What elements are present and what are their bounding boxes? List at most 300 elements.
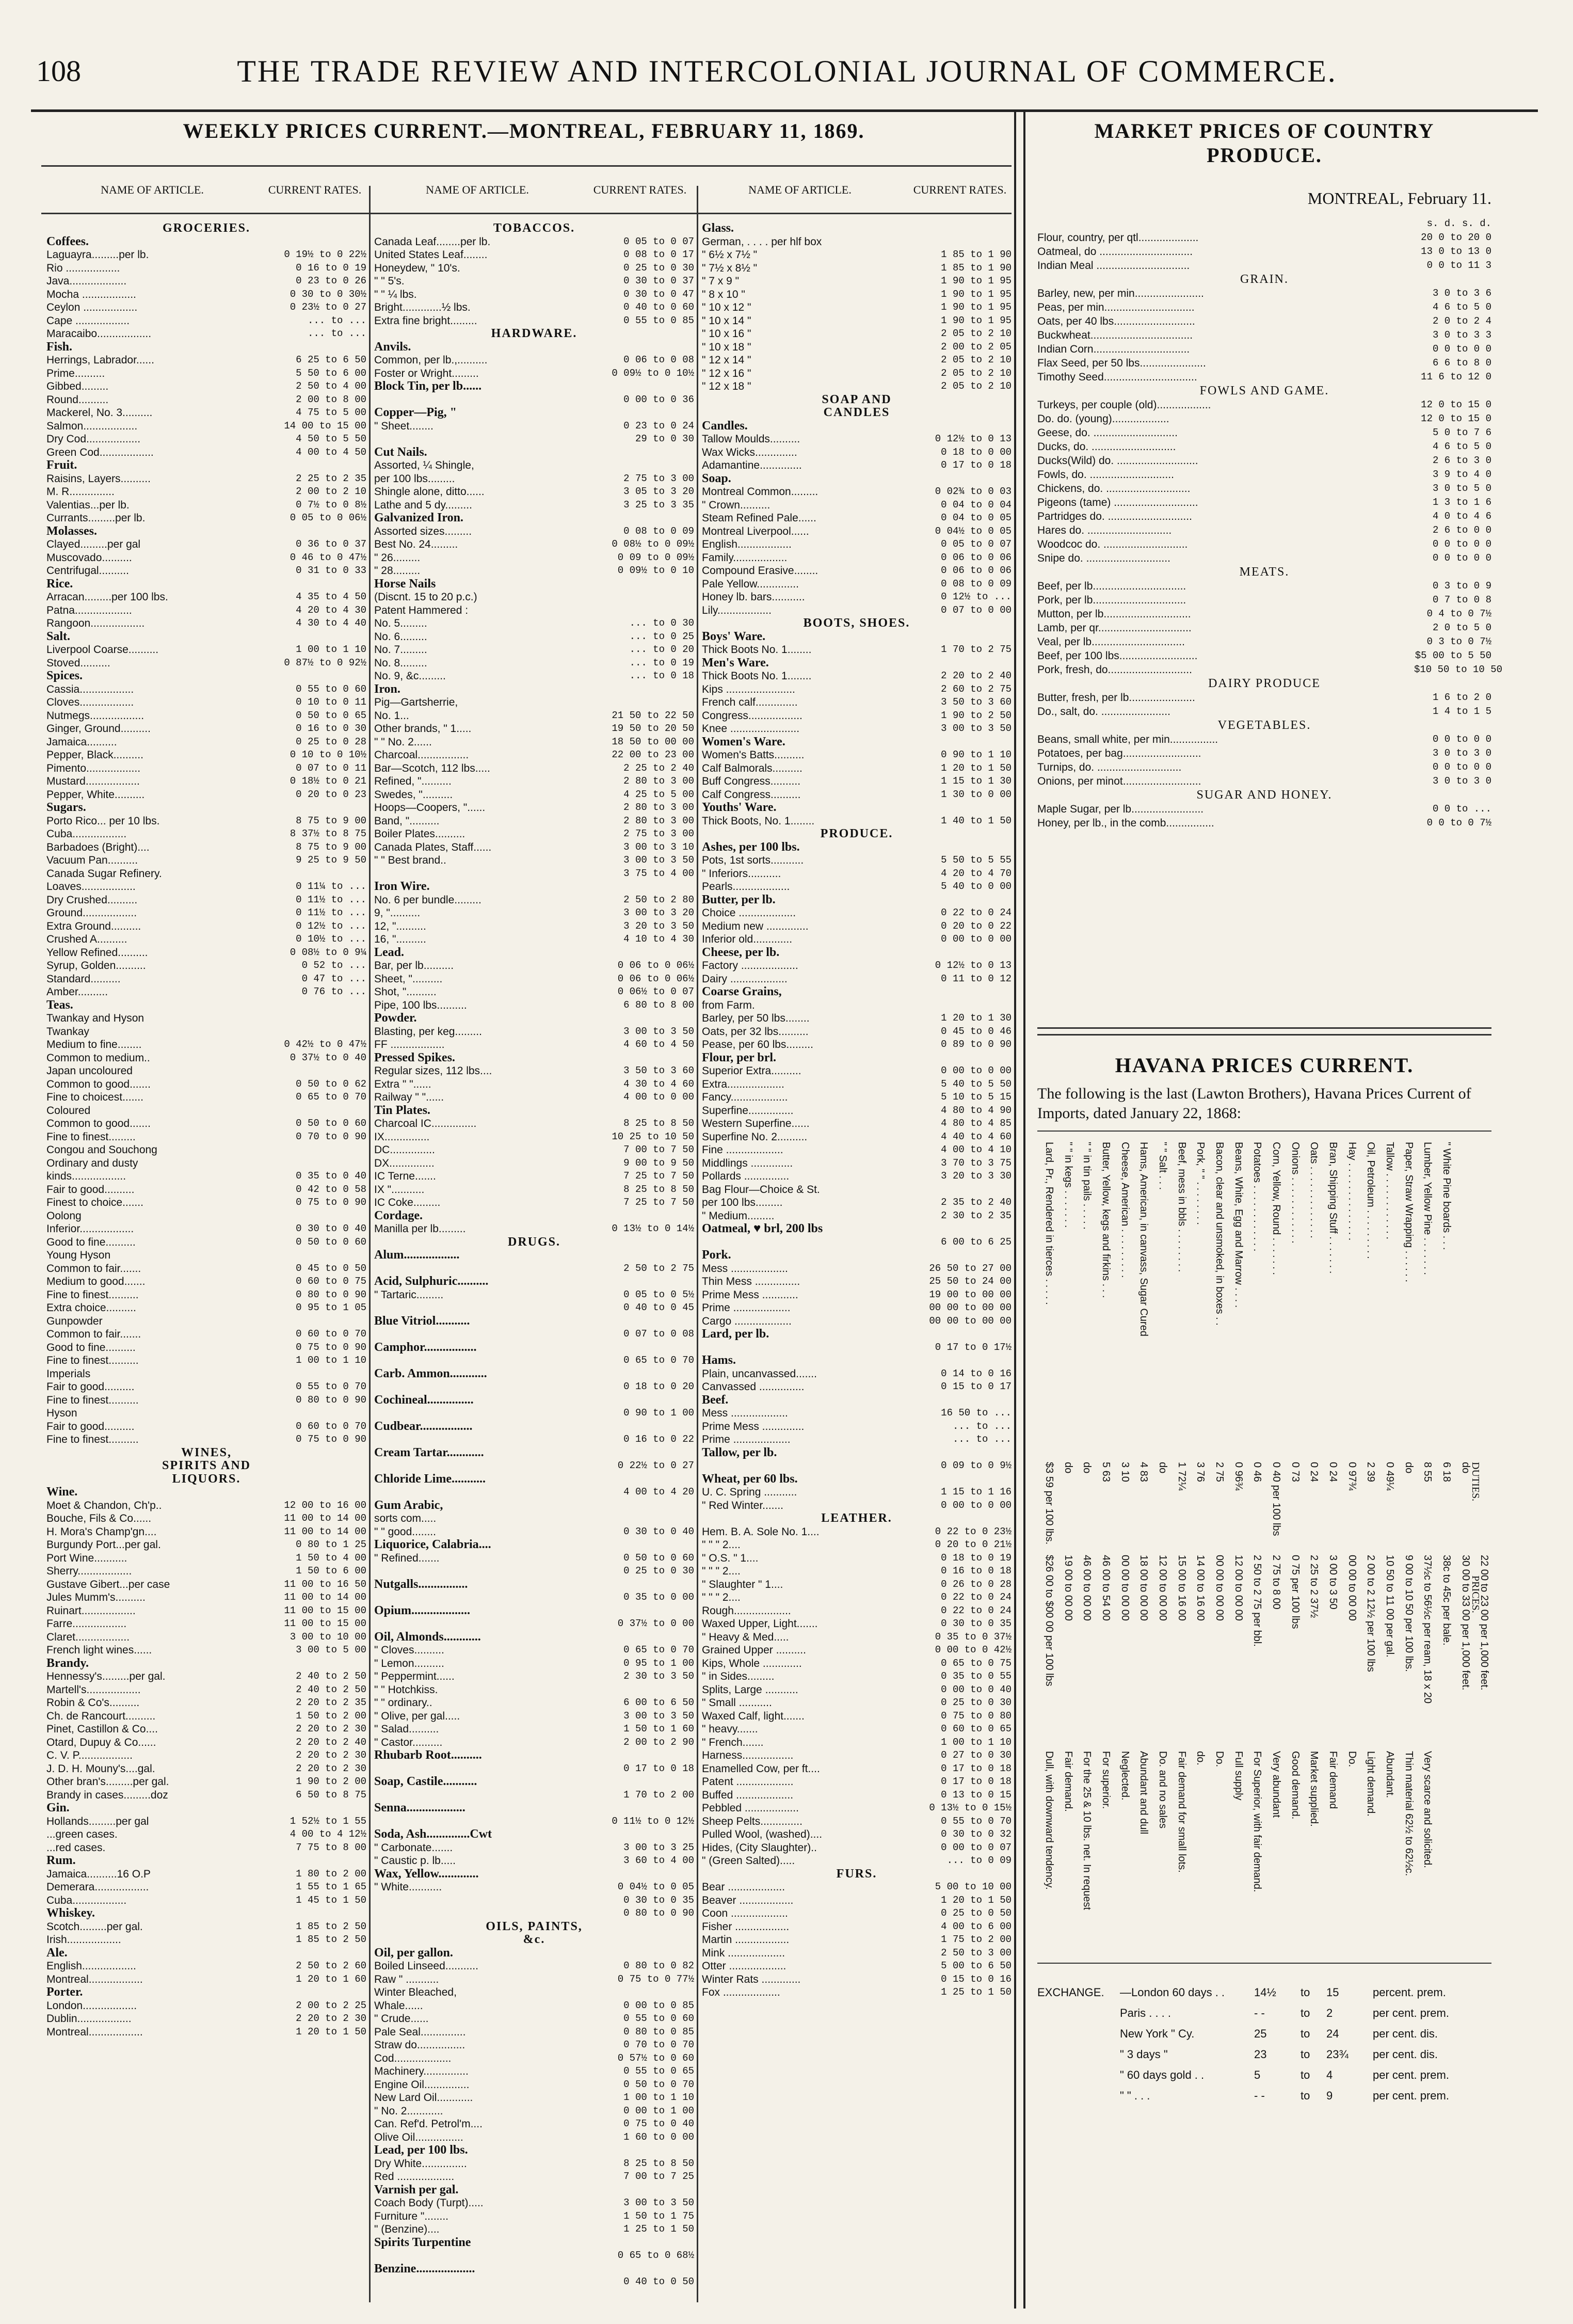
- col-head-name-2: NAME OF ARTICLE.: [426, 183, 529, 196]
- current-rate: 0 76 to ...: [301, 986, 366, 997]
- havana-remark: Abundant and dull: [1138, 1751, 1150, 1835]
- current-rate: 0 00 to 0 00: [941, 933, 1012, 945]
- current-rate: ... to ...: [307, 314, 366, 326]
- article-name: kinds..................: [46, 1170, 126, 1182]
- price-row: [702, 1275, 1012, 1288]
- current-rate: 0 11½ to ...: [296, 894, 366, 905]
- article-name: Fair to good..........: [46, 1183, 135, 1196]
- price-row: [374, 433, 694, 446]
- current-rate: 10 25 to 10 50: [612, 1131, 694, 1142]
- article-name: " Medium.........: [702, 1209, 775, 1222]
- current-rate: 0 22 to 0 23½: [935, 1525, 1012, 1537]
- price-row: [374, 1683, 694, 1697]
- article-name: Dairy ...................: [702, 973, 788, 985]
- current-rate: 0 00 to 0 00: [941, 1499, 1012, 1511]
- article-name: SPIRITS AND: [162, 1459, 251, 1472]
- current-rate: 0 06½ to 0 07: [617, 986, 694, 997]
- exchange-row: [1037, 2024, 1491, 2044]
- price-row: [46, 1565, 366, 1578]
- havana-price: 19 00 to 00 00: [1062, 1555, 1074, 1621]
- price-row: [374, 1183, 694, 1197]
- current-rate: 5 40 to 0 00: [941, 881, 1012, 892]
- article-name: Laguayra.........per lb.: [46, 249, 149, 261]
- current-rate: 0 65 to 0 70: [623, 1644, 694, 1656]
- article-name: Porto Rico... per 10 lbs.: [46, 815, 160, 827]
- produce-name: Flax Seed, per 50 lbs......................: [1037, 357, 1206, 369]
- price-row: [46, 1644, 366, 1657]
- current-rate: 0 13½ to 0 15½: [929, 1802, 1012, 1813]
- current-rate: 7 25 to 7 50: [623, 1197, 694, 1208]
- market-row: [1037, 816, 1491, 830]
- current-rate: 0 12½ to 0 13: [935, 960, 1012, 971]
- article-name: Pinet, Castillon & Co....: [46, 1723, 158, 1735]
- article-name: FURS.: [836, 1867, 877, 1881]
- price-row: [374, 1736, 694, 1749]
- section-heading: [46, 1907, 366, 1920]
- market-row: [1037, 579, 1491, 593]
- current-rate: 2 50 to 2 60: [296, 1960, 366, 1971]
- price-row: [374, 696, 694, 709]
- article-name: Hides, (City Slaughter)..: [702, 1841, 817, 1854]
- current-rate: 0 27 to 0 30: [941, 1749, 1012, 1761]
- havana-article: Potatoes . . . . . . . . . . . .: [1251, 1142, 1263, 1252]
- article-name: Round..........: [46, 393, 109, 406]
- havana-price: 12 00 to 00 00: [1157, 1555, 1168, 1621]
- price-row: [46, 275, 366, 288]
- current-rate: 4 75 to 5 00: [296, 407, 366, 418]
- article-name: Chloride Lime...........: [374, 1472, 486, 1486]
- current-rate: 0 95 to 1 05: [296, 1302, 366, 1313]
- price-row: [46, 1591, 366, 1604]
- section-heading: [374, 1341, 694, 1355]
- current-rate: 0 60 to 0 65: [941, 1723, 1012, 1734]
- article-name: Loaves..................: [46, 881, 136, 893]
- price-row: [46, 1131, 366, 1144]
- current-rate: 0 08 to 0 17: [623, 249, 694, 260]
- price-row: [46, 841, 366, 854]
- article-name: " " ordinary..: [374, 1697, 432, 1709]
- section-heading: [374, 380, 694, 393]
- produce-price: 0 0 to 11 3: [1426, 260, 1491, 271]
- price-row: [374, 1881, 694, 1894]
- article-name: Prime..........: [46, 367, 105, 379]
- article-name: Vacuum Pan..........: [46, 854, 138, 866]
- article-name: [374, 1328, 588, 1341]
- current-rate: 1 00 to 1 10: [941, 1736, 1012, 1748]
- article-name: " Peppermint......: [374, 1670, 455, 1682]
- market-row: [1037, 649, 1491, 663]
- havana-price: 2 25 to 2 37½: [1308, 1555, 1320, 1618]
- article-name: Brandy in cases.........doz: [46, 1789, 168, 1801]
- price-row: [374, 1999, 694, 2013]
- price-row: [46, 894, 366, 907]
- market-row: [1037, 774, 1491, 788]
- price-row: [374, 1986, 694, 1999]
- current-rate: 8 75 to 9 00: [296, 815, 366, 826]
- havana-duty: 8 55: [1422, 1462, 1434, 1482]
- article-name: Canada Leaf........per lb.: [374, 235, 491, 248]
- havana-remark: Dull, with downward tendency.: [1044, 1751, 1055, 1890]
- exchange-label: EXCHANGE.: [1037, 1986, 1104, 1999]
- produce-price: 0 0 to ...: [1432, 803, 1491, 815]
- article-name: Arracan.........per 100 lbs.: [46, 591, 168, 603]
- section-heading: [702, 841, 1012, 854]
- price-row: [702, 1591, 1012, 1604]
- current-rate: 26 50 to 27 00: [929, 1262, 1012, 1274]
- market-section-heading: [1037, 677, 1491, 691]
- article-name: Medium new ..............: [702, 920, 809, 932]
- article-name: Prime ...................: [702, 1434, 791, 1445]
- article-name: TOBACCOS.: [493, 222, 575, 235]
- produce-name: FOWLS AND GAME.: [1199, 384, 1329, 397]
- article-name: Finest to choice.......: [46, 1197, 143, 1208]
- havana-remark: For superior.: [1100, 1751, 1112, 1809]
- current-rate: 0 06 to 0 06: [941, 565, 1012, 576]
- current-rate: 0 65 to 0 68½: [617, 2250, 694, 2261]
- price-row: [46, 867, 366, 881]
- article-name: Waxed Upper, Light.......: [702, 1618, 818, 1630]
- price-row: [702, 1710, 1012, 1723]
- produce-price: 0 3 to 0 7½: [1426, 636, 1491, 647]
- current-rate: 1 25 to 1 50: [623, 2223, 694, 2235]
- section-heading: [702, 1354, 1012, 1367]
- section-heading: [702, 1249, 1012, 1262]
- produce-price: 0 4 to 0 7½: [1426, 608, 1491, 619]
- produce-name: Peas, per min..............................: [1037, 301, 1195, 313]
- current-rate: 0 17 to 0 18: [941, 459, 1012, 471]
- produce-name: Flour, country, per qtl....................: [1037, 232, 1199, 244]
- current-rate: 1 85 to 2 50: [296, 1934, 366, 1945]
- article-name: Fine ...................: [702, 1144, 783, 1156]
- article-name: " " good........: [374, 1525, 436, 1538]
- current-rate: 0 19½ to 0 22½: [284, 249, 366, 260]
- current-rate: 0 25 to 0 50: [941, 1907, 1012, 1919]
- article-name: Candles.: [702, 419, 748, 433]
- article-name: Thick Boots No. 1........: [702, 670, 812, 682]
- price-row: [702, 485, 1012, 499]
- article-name: " 10 x 12 ": [702, 301, 751, 313]
- price-row: [702, 1960, 1012, 1973]
- price-row: [374, 1025, 694, 1039]
- article-name: Ceylon ..................: [46, 301, 138, 313]
- section-heading: [702, 946, 1012, 960]
- section-heading: [702, 1052, 1012, 1065]
- article-name: [374, 1815, 588, 1828]
- current-rate: 2 05 to 2 10: [941, 380, 1012, 392]
- article-name: Dry Cod..................: [46, 433, 141, 445]
- price-row: [374, 643, 694, 657]
- market-row: [1037, 802, 1491, 816]
- article-name: Prime ...................: [702, 1302, 791, 1314]
- havana-row: [1326, 1132, 1340, 1957]
- havana-price: 00 00 to 00 00: [1346, 1555, 1358, 1621]
- produce-price: 3 0 to 3 3: [1432, 329, 1491, 341]
- section-heading: [374, 1868, 694, 1881]
- price-row: [374, 2118, 694, 2131]
- price-row: [702, 1301, 1012, 1315]
- article-name: Cod...................: [374, 2052, 452, 2064]
- article-name: Wax, Yellow.............: [374, 1867, 479, 1881]
- price-row: [374, 1078, 694, 1091]
- price-row: [374, 525, 694, 538]
- article-name: Sheep Pelts..............: [702, 1815, 802, 1827]
- produce-name: Beans, small white, per min................: [1037, 734, 1218, 745]
- price-row: [702, 1209, 1012, 1223]
- havana-article: Lumber, Yellow Pine . . . . . . .: [1422, 1142, 1434, 1275]
- article-name: Irish..................: [46, 1934, 121, 1946]
- current-rate: 3 75 to 4 00: [623, 867, 694, 879]
- price-row: [374, 1591, 694, 1604]
- section-heading: [374, 1631, 694, 1644]
- article-name: DX...............: [374, 1157, 435, 1169]
- current-rate: 0 13½ to 0 14½: [612, 1223, 694, 1234]
- havana-price: 38c to 45c per bale.: [1441, 1555, 1452, 1646]
- current-rate: 0 47 to ...: [301, 973, 366, 984]
- article-name: Rice.: [46, 577, 73, 591]
- price-row: [46, 1209, 366, 1223]
- article-name: Nutgalls................: [374, 1578, 468, 1591]
- price-row: [702, 1499, 1012, 1513]
- price-row: [46, 1868, 366, 1881]
- exchange-from: 23: [1254, 2048, 1267, 2061]
- article-name: Coon ...................: [702, 1907, 788, 1919]
- current-rate: 25 50 to 24 00: [929, 1276, 1012, 1287]
- price-row: [46, 1380, 366, 1394]
- price-row: [702, 1617, 1012, 1631]
- exchange-upper: 24: [1326, 2027, 1339, 2040]
- article-name: 12, "..........: [374, 920, 426, 932]
- article-name: Mackerel, No. 3..........: [46, 407, 153, 419]
- current-rate: 0 75 to 0 90: [296, 1434, 366, 1445]
- produce-name: VEGETABLES.: [1217, 719, 1311, 732]
- price-row: [702, 722, 1012, 736]
- current-rate: 4 10 to 4 30: [623, 933, 694, 945]
- article-name: Fancy...................: [702, 1091, 788, 1103]
- price-row: [46, 1104, 366, 1118]
- havana-row: [1099, 1132, 1113, 1957]
- price-row: [702, 683, 1012, 696]
- article-name: Oolong: [46, 1209, 82, 1222]
- produce-name: Turnips, do. ............................: [1037, 761, 1182, 773]
- exchange-note: per cent. dis.: [1373, 2027, 1438, 2040]
- article-name: Waxed Calf, light.......: [702, 1710, 805, 1722]
- current-rate: 3 00 to 3 50: [941, 723, 1012, 734]
- article-name: Cordage.: [374, 1209, 423, 1222]
- price-row: [374, 2223, 694, 2236]
- current-rate: 0 04 to 0 04: [941, 499, 1012, 511]
- current-rate: 8 75 to 9 00: [296, 841, 366, 853]
- price-row: [374, 1854, 694, 1868]
- exchange-place: Paris . . . .: [1120, 2007, 1171, 2019]
- produce-price: 4 6 to 5 0: [1432, 441, 1491, 452]
- current-rate: 4 30 to 4 60: [623, 1078, 694, 1090]
- article-name: Tin Plates.: [374, 1104, 430, 1117]
- price-row: [702, 1644, 1012, 1657]
- article-name: Salmon..................: [46, 420, 138, 432]
- exchange-to: to: [1301, 2068, 1310, 2081]
- section-heading: [702, 1222, 1012, 1236]
- section-heading: [702, 894, 1012, 907]
- price-row: [46, 1052, 366, 1065]
- article-name: " Castor..........: [374, 1736, 443, 1748]
- havana-article: " " in kegs . . . . . . .: [1062, 1142, 1074, 1228]
- section-heading: [46, 670, 366, 683]
- current-rate: 3 20 to 3 50: [623, 920, 694, 932]
- article-name: Pepper, White..........: [46, 788, 145, 801]
- price-row: [702, 1841, 1012, 1855]
- current-rate: 2 25 to 2 35: [296, 472, 366, 484]
- price-row: [46, 472, 366, 486]
- havana-remark: Neglected.: [1119, 1751, 1131, 1801]
- current-rate: 0 09 to 0 9½: [941, 1460, 1012, 1471]
- current-rate: 3 00 to 10 00: [290, 1631, 366, 1643]
- current-rate: 2 20 to 2 40: [296, 1736, 366, 1748]
- article-name: " Salad..........: [374, 1723, 439, 1735]
- article-name: " No. 2............: [374, 2105, 443, 2117]
- section-heading: [46, 1459, 366, 1473]
- article-name: Jules Mumm's..........: [46, 1591, 146, 1603]
- current-rate: 0 15 to 0 17: [941, 1381, 1012, 1392]
- current-rate: 4 50 to 5 50: [296, 433, 366, 444]
- current-rate: 18 50 to 00 00: [612, 736, 694, 747]
- section-heading: [702, 1328, 1012, 1341]
- price-row: [46, 1723, 366, 1736]
- current-rate: 8 25 to 8 50: [623, 1118, 694, 1129]
- market-row: [1037, 454, 1491, 468]
- article-name: Horse Nails: [374, 577, 436, 591]
- article-name: from Farm.: [702, 999, 755, 1011]
- current-rate: 0 30 to 0 35: [941, 1618, 1012, 1629]
- article-name: Japan uncoloured: [46, 1065, 133, 1077]
- section-heading: [374, 1209, 694, 1223]
- price-row: [374, 1696, 694, 1710]
- section-heading: [46, 630, 366, 644]
- article-name: Blasting, per keg.........: [374, 1025, 482, 1038]
- produce-price: 3 0 to 5 0: [1432, 483, 1491, 494]
- article-name: Inferior old.............: [702, 933, 793, 945]
- section-heading: [374, 1749, 694, 1762]
- prices-current-title: WEEKLY PRICES CURRENT.—MONTREAL, FEBRUARY 11, 1869.: [183, 119, 865, 142]
- article-name: Bar, per lb..........: [374, 960, 454, 972]
- havana-article: Cheese, American . . . . . . . . .: [1119, 1142, 1131, 1278]
- current-rate: 4 00 to 4 50: [296, 446, 366, 458]
- current-rate: 0 30 to 0 35: [623, 1894, 694, 1906]
- current-rate: [263, 1249, 366, 1262]
- article-name: Anvils.: [374, 340, 411, 354]
- current-rate: 2 00 to 2 25: [296, 1999, 366, 2011]
- havana-article: Bacon, clear and unsmoked, in boxes . .: [1214, 1142, 1225, 1326]
- current-rate: 1 30 to 0 00: [941, 788, 1012, 800]
- current-rate: 0 06 to 0 08: [623, 354, 694, 365]
- article-name: Muscovado..........: [46, 551, 132, 564]
- price-row: [374, 2065, 694, 2078]
- price-row: [702, 1104, 1012, 1118]
- current-rate: ... to 0 30: [629, 617, 694, 629]
- current-rate: 1 50 to 4 00: [296, 1552, 366, 1564]
- article-name: Hoops—Coopers, "......: [374, 802, 486, 814]
- current-rate: 0 12½ to 0 13: [935, 433, 1012, 444]
- price-row: [374, 722, 694, 736]
- article-name: Ruinart..................: [46, 1604, 136, 1617]
- current-rate: 2 20 to 2 30: [296, 1762, 366, 1774]
- article-name: Fine to finest..........: [46, 1355, 139, 1366]
- price-row: [374, 2157, 694, 2171]
- article-name: Compound Erasive........: [702, 565, 818, 577]
- current-rate: ... to 0 19: [629, 657, 694, 668]
- havana-duty: do: [1459, 1462, 1471, 1474]
- produce-price: 2 0 to 2 4: [1432, 315, 1491, 327]
- produce-name: Ducks, do. ............................: [1037, 441, 1176, 453]
- current-rate: [263, 1104, 366, 1118]
- article-name: Red ...................: [374, 2171, 455, 2183]
- section-heading: [46, 222, 366, 235]
- current-rate: 1 85 to 2 50: [296, 1920, 366, 1932]
- article-name: Varnish per gal.: [374, 2183, 459, 2196]
- price-row: [702, 1288, 1012, 1302]
- price-row: [702, 1380, 1012, 1394]
- price-row: [374, 2039, 694, 2052]
- article-name: Raisins, Layers..........: [46, 472, 151, 485]
- havana-price: 2 50 to 2 75 per bbl.: [1251, 1555, 1263, 1647]
- section-heading: [46, 1986, 366, 1999]
- current-rate: 3 50 to 3 60: [941, 696, 1012, 708]
- price-row: [374, 801, 694, 815]
- article-name: Camphor.................: [374, 1341, 477, 1354]
- produce-name: Do., salt, do. .......................: [1037, 706, 1170, 718]
- current-rate: 2 30 to 2 35: [941, 1209, 1012, 1221]
- price-row: [46, 1881, 366, 1894]
- exchange-to: to: [1301, 2007, 1310, 2019]
- havana-duty: 3 10: [1119, 1462, 1131, 1482]
- section-heading: [46, 1854, 366, 1868]
- current-rate: [263, 1367, 366, 1381]
- price-row: [374, 1617, 694, 1631]
- price-row: [374, 1407, 694, 1420]
- section-heading: [374, 1775, 694, 1789]
- article-name: Cargo ...................: [702, 1315, 792, 1327]
- price-row: [374, 1644, 694, 1657]
- price-row: [46, 1328, 366, 1341]
- havana-remark: Market supplied.: [1308, 1751, 1320, 1827]
- produce-name: Honey, per lb., in the comb................: [1037, 817, 1214, 829]
- exchange-row: [1037, 1982, 1491, 2003]
- article-name: " Small ...........: [702, 1697, 772, 1709]
- price-row: [46, 788, 366, 802]
- price-row: [374, 630, 694, 644]
- havana-table: [1037, 1131, 1491, 1964]
- current-rate: 1 20 to 1 50: [296, 2026, 366, 2038]
- current-rate: 7 75 to 8 00: [296, 1841, 366, 1853]
- article-name: SOAP AND: [822, 393, 892, 406]
- price-row: [46, 827, 366, 841]
- produce-name: Fowls, do. ............................: [1037, 469, 1174, 481]
- price-row: [702, 1789, 1012, 1802]
- section-heading: [374, 2236, 694, 2250]
- current-rate: 8 25 to 8 50: [623, 1183, 694, 1195]
- section-heading: [46, 341, 366, 354]
- article-name: " 6½ x 7½ ": [702, 249, 758, 261]
- current-rate: 0 13 to 0 15: [941, 1789, 1012, 1801]
- price-row: [374, 551, 694, 565]
- current-rate: 3 00 to 5 00: [296, 1644, 366, 1656]
- current-rate: 4 00 to 0 00: [623, 1091, 694, 1103]
- havana-article: Butter, Yellow, kegs and firkins . . .: [1100, 1142, 1112, 1298]
- article-name: Yellow Refined..........: [46, 946, 148, 959]
- price-row: [46, 301, 366, 314]
- price-row: [374, 354, 694, 367]
- article-name: Port Wine...........: [46, 1552, 127, 1564]
- article-name: Buff Congress..........: [702, 775, 801, 787]
